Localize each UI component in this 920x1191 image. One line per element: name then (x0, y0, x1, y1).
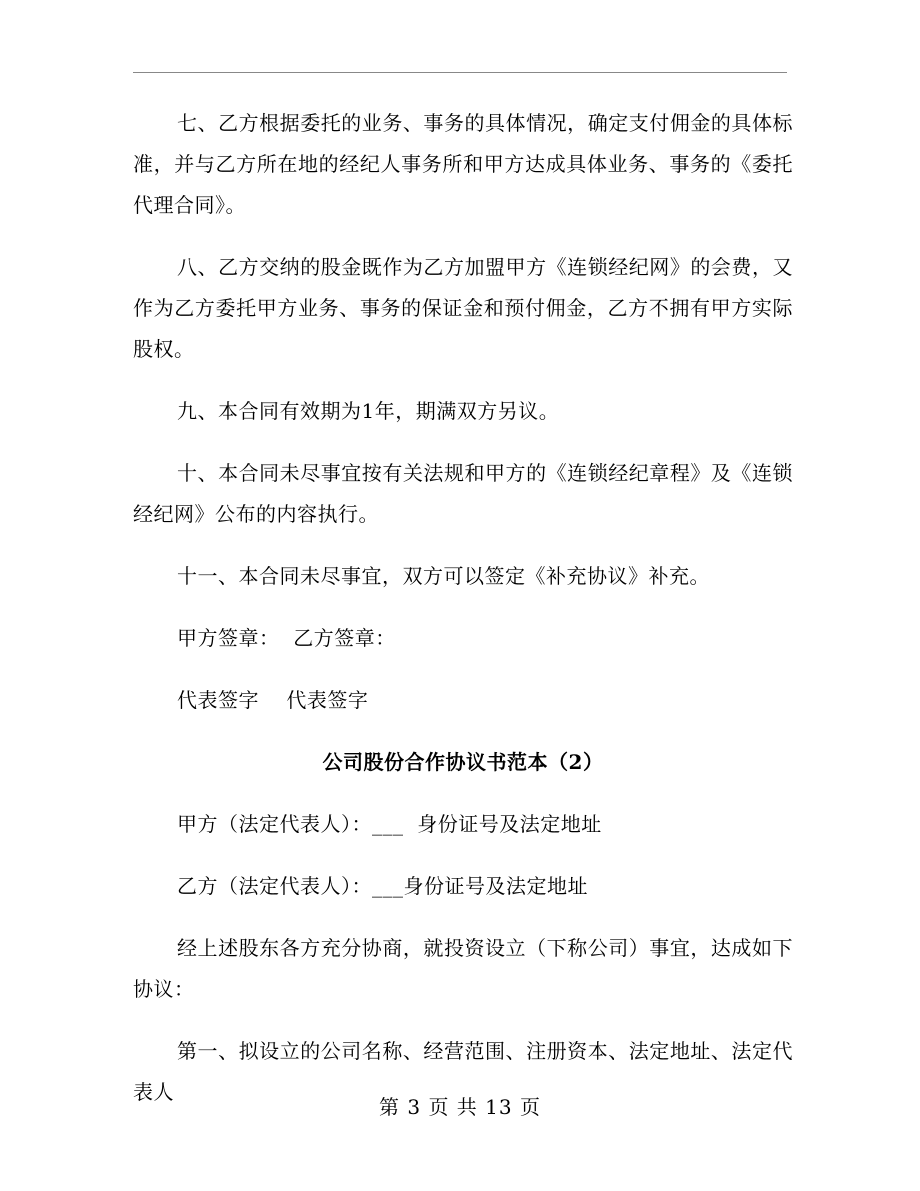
clause-9: 九、本合同有效期为1年，期满双方另议。 (177, 399, 560, 423)
clause-8: 八、乙方交纳的股金既作为乙方加盟甲方《连锁经纪网》的会费，又作为乙方委托甲方业务、事务的保证金和预付佣金，乙方不拥有甲方实际股权。 (133, 255, 793, 361)
clause-10: 十、本合同未尽事宜按有关法规和甲方的《连锁经纪章程》及《连锁经纪网》公布的内容执行。 (133, 461, 793, 526)
document-body (133, 103, 793, 1134)
party-b-line: 乙方（法定代表人）：___身份证号及法定地址 (177, 874, 588, 898)
preamble-paragraph: 经上述股东各方充分协商，就投资设立（下称公司）事宜，达成如下协议： (133, 936, 793, 1001)
header-rule (133, 72, 787, 73)
party-a-line: 甲方（法定代表人）：___ 身份证号及法定地址 (177, 812, 602, 836)
section-heading: 公司股份合作协议书范本（2） (322, 750, 604, 774)
representative-signature-line: 代表签字 代表签字 (177, 688, 369, 712)
signature-seal-line: 甲方签章： 乙方签章： (177, 626, 396, 650)
clause-7: 七、乙方根据委托的业务、事务的具体情况，确定支付佣金的具体标准，并与乙方所在地的经纪人事务所和甲方达成具体业务、事务的《委托代理合同》。 (133, 111, 793, 217)
clause-11: 十一、本合同未尽事宜，双方可以签定《补充协议》补充。 (177, 564, 710, 588)
page-number-footer: 第 3 页 共 13 页 (379, 1095, 541, 1119)
article-1-paragraph: 第一、拟设立的公司名称、经营范围、注册资本、法定地址、法定代表人 (133, 1039, 793, 1104)
